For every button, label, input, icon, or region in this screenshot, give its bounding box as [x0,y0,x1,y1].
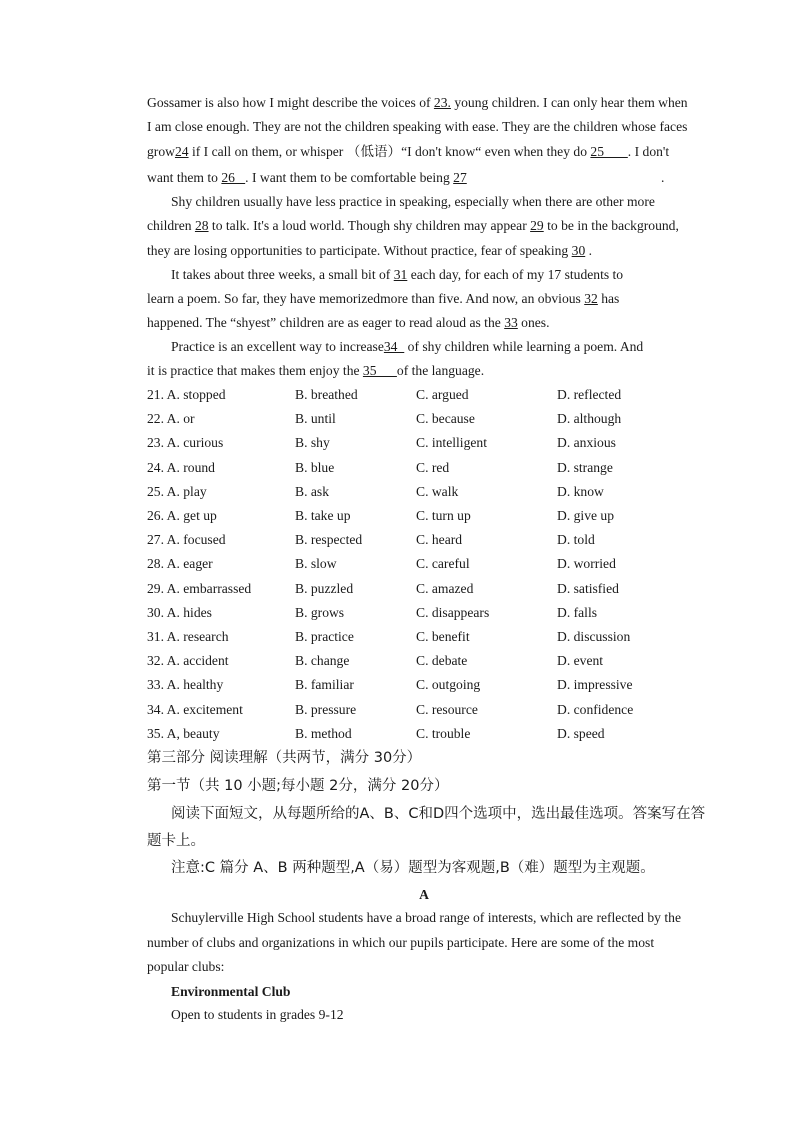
passage-line: Schuylerville High School students have a broad range of interests, which are reflected by the [171,910,681,925]
passage-line: Practice is an excellent way to increase34 of shy children while learning a poem. And [171,339,644,354]
option-c: C. turn up [416,508,471,523]
option-n: 33. A. healthy [147,677,224,693]
option-row [147,459,707,477]
passage-label: A [419,887,429,902]
option-row [147,604,707,622]
option-c: C. intelligent [416,435,487,451]
passage-line: Gossamer is also how I might describe the voices of 23. young children. I can only hear them when [147,95,688,110]
option-d: D. speed [557,725,605,741]
option-b: B. method [295,725,352,741]
club-line: Open to students in grades 9-12 [171,1007,344,1022]
club-title: Environmental Club [171,984,291,999]
option-b: B. breathed [295,387,358,402]
option-n: 28. A. eager [147,556,213,572]
option-n: 35. A, beauty [147,725,220,741]
option-c: C. trouble [416,725,471,741]
option-n: 32. A. accident [147,653,229,669]
option-row [147,725,707,743]
option-d: D. although [557,411,622,427]
passage-line: happened. The “shyest” children are as eager to read aloud as the 33 ones. [147,315,550,330]
option-c: C. debate [416,653,468,669]
option-d: D. satisfied [557,580,619,596]
blank-28: 28 [194,218,209,233]
option-d: D. falls [557,604,598,620]
option-d: D. impressive [557,677,633,693]
option-c: C. disappears [416,604,490,620]
option-b: B. take up [295,508,351,523]
passage-line: popular clubs: [147,959,225,974]
option-n: 27. A. focused [147,532,226,548]
option-row [147,434,707,452]
option-d: D. know [557,483,604,499]
blank-23: 23. [433,95,451,110]
option-n: 24. A. round [147,459,215,475]
option-c: C. resource [416,701,478,717]
passage-line: Shy children usually have less practice in speaking, especially when there are other more [171,194,655,209]
option-row [147,386,707,404]
option-n: 21. A. stopped [147,387,226,402]
section-subtitle: 第一节（共 10 小题;每小题 2分，满分 20分） [147,778,449,794]
option-row [147,483,707,501]
option-d: D. discussion [557,629,631,644]
option-b: B. change [295,653,350,669]
blank-33: 33 [504,315,518,330]
option-d: D. confidence [557,701,634,717]
option-d: D. event [557,653,604,669]
passage-line: they are losing opportunities to participate. Without practice, fear of speaking 30 . [147,243,593,258]
option-n: 34. A. excitement [147,701,243,717]
passage-line: I am close enough. They are not the children speaking with ease. They are the children whose faces [147,119,688,134]
option-row [147,531,707,549]
passage-line: number of clubs and organizations in which our pupils participate. Here are some of the most [147,935,655,950]
option-b: B. pressure [295,701,357,717]
blank-25: 25 [590,144,628,159]
section-title: 第三部分 阅读理解（共两节，满分 30分） [147,750,422,766]
option-d: D. give up [557,508,615,523]
option-c: C. red [416,459,450,475]
option-row [147,580,707,598]
blank-35: 35 [362,363,397,378]
blank-30: 30 [571,243,586,258]
option-row [147,507,707,525]
option-b: B. familiar [295,677,354,693]
blank-34: 34 [383,339,405,354]
option-n: 29. A. embarrassed [147,580,252,596]
option-d: D. reflected [557,387,622,402]
option-c: C. amazed [416,580,474,596]
option-n: 31. A. research [147,629,229,644]
blank-24: 24 [174,144,189,159]
option-c: C. benefit [416,629,470,644]
option-row [147,652,707,670]
blank-29: 29 [530,218,544,233]
option-n: 26. A. get up [147,508,217,523]
option-c: C. heard [416,532,463,548]
option-b: B. blue [295,459,335,475]
option-b: B. respected [295,532,363,548]
option-c: C. argued [416,387,469,402]
passage-line: grow24 if I call on them, or whisper （低语）“I don't know“ even when they do 25 . I don't [147,144,670,159]
note-line: 注意:C 篇分 A、B 两种题型,A（易）题型为客观题,B（难）题型为主观题。 [171,860,655,876]
option-b: B. practice [295,629,354,644]
blank-31: 31 [393,267,408,282]
option-n: 22. A. or [147,411,195,427]
option-c: C. careful [416,556,470,572]
option-d: D. anxious [557,435,616,451]
option-b: B. slow [295,556,337,572]
option-c: C. because [416,411,475,427]
option-c: C. outgoing [416,677,481,693]
option-d: D. worried [557,556,616,572]
option-d: D. told [557,532,595,548]
option-row [147,701,707,719]
blank-26: 26 [221,170,246,185]
option-b: B. shy [295,435,330,451]
option-n: 23. A. curious [147,435,224,451]
option-n: 25. A. play [147,483,207,499]
blank-32: 32 [584,291,598,306]
option-b: B. grows [295,604,345,620]
option-row [147,628,707,646]
blank-27: 27 [453,170,467,185]
instruction-line: 阅读下面短文，从每题所给的A、B、C和D四个选项中，选出最佳选项。答案写在答 [171,806,706,822]
option-c: C. walk [416,483,459,499]
option-b: B. until [295,411,336,427]
instruction-line: 题卡上。 [147,833,205,849]
passage-line: want them to 26 . I want them to be comfortable being 27 . [147,170,665,185]
option-row [147,410,707,428]
option-row [147,555,707,573]
option-row [147,676,707,694]
option-b: B. puzzled [295,580,354,596]
option-d: D. strange [557,459,613,475]
option-b: B. ask [295,483,329,499]
passage-line: children 28 to talk. It's a loud world. Though shy children may appear 29 to be in the background, [147,218,679,233]
passage-line: It takes about three weeks, a small bit of 31 each day, for each of my 17 students to [171,267,624,282]
passage-line: learn a poem. So far, they have memorizedmore than five. And now, an obvious 32 has [147,291,620,306]
passage-line: it is practice that makes them enjoy the 35 of the language. [147,363,485,378]
option-n: 30. A. hides [147,604,212,620]
